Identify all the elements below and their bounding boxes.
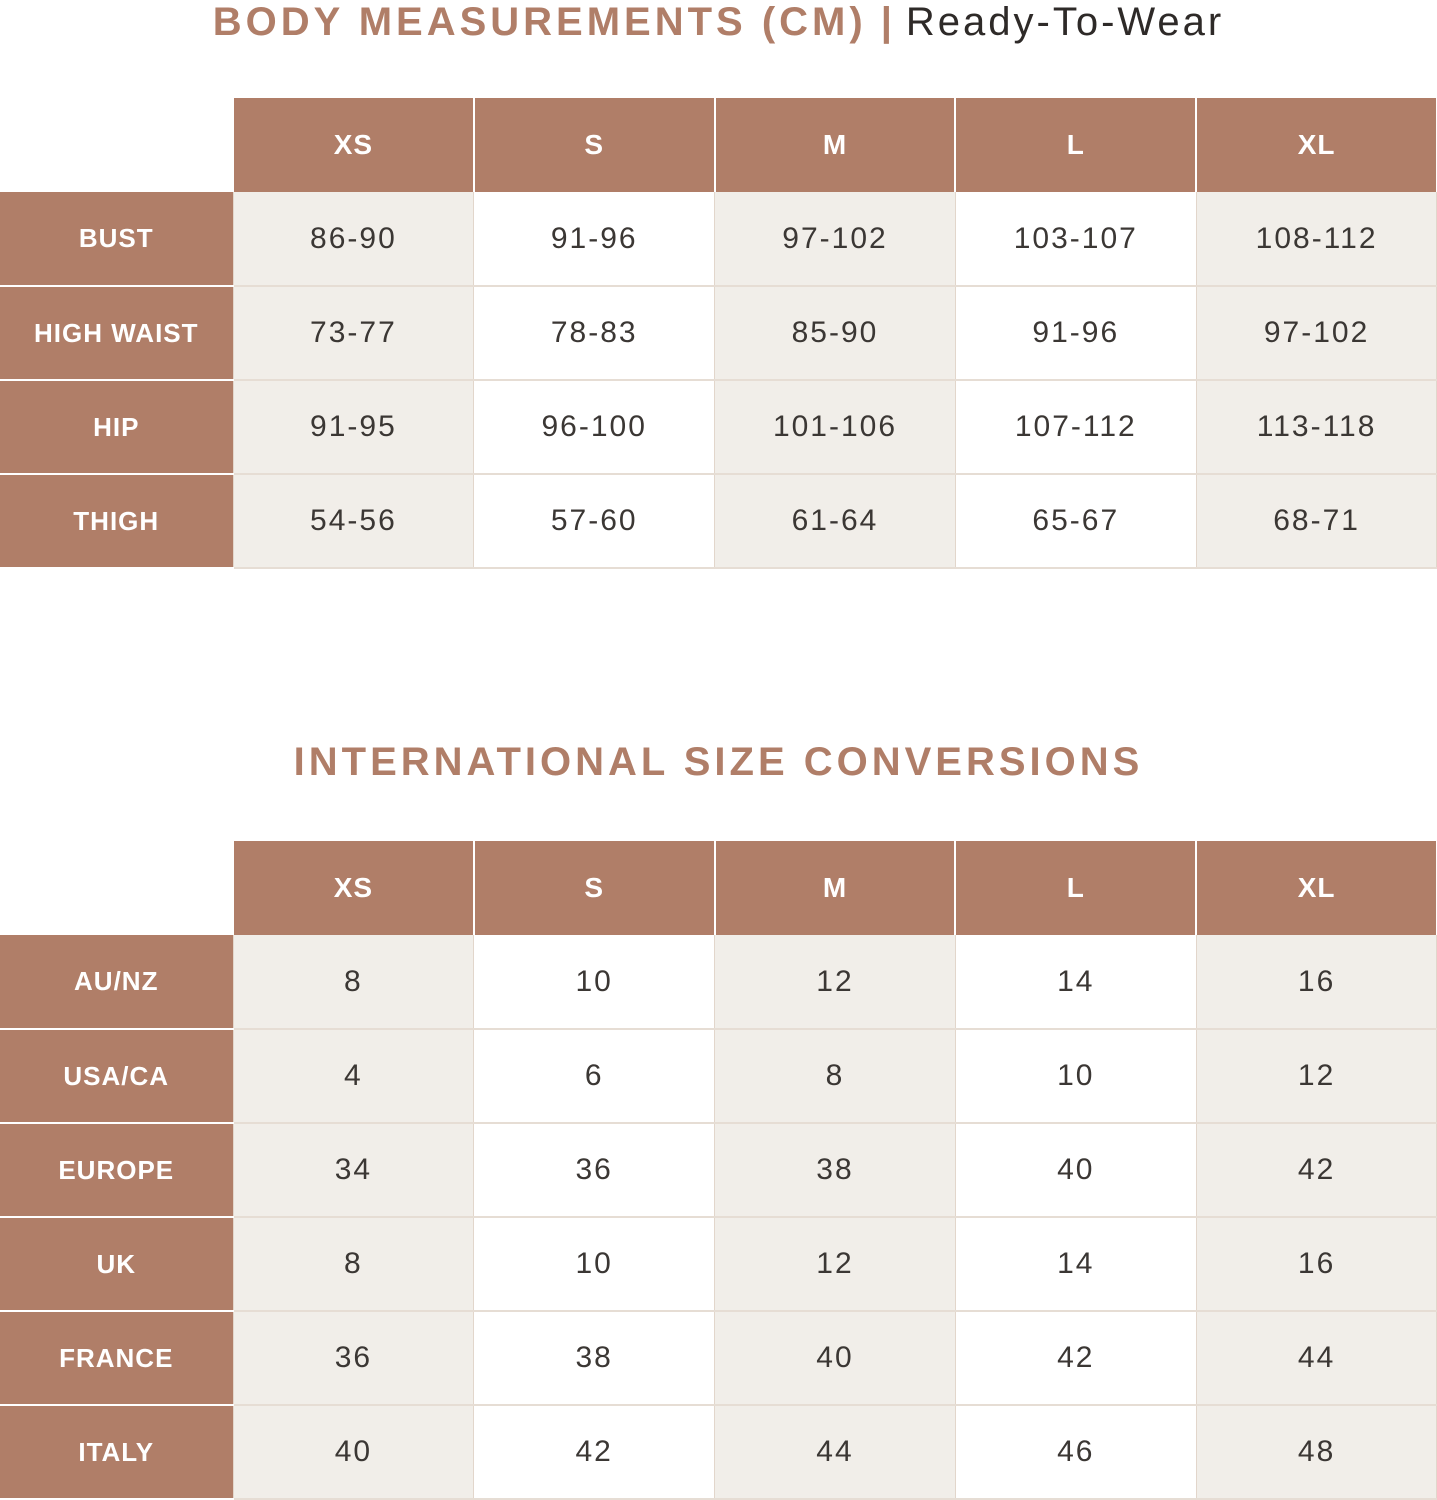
table-cell: 113-118 — [1196, 380, 1437, 474]
table-cell: 42 — [474, 1405, 715, 1499]
table-cell: 8 — [233, 1217, 474, 1311]
table-cell: 14 — [955, 935, 1196, 1029]
table-row — [0, 286, 1437, 380]
table-cell: 85-90 — [715, 286, 956, 380]
table-cell: 103-107 — [955, 192, 1196, 286]
size-header: M — [715, 841, 956, 935]
table-header-row — [0, 841, 1437, 935]
table-cell: 8 — [233, 935, 474, 1029]
table-cell: 42 — [1196, 1123, 1437, 1217]
title-main: INTERNATIONAL SIZE CONVERSIONS — [293, 740, 1144, 784]
table-row — [0, 935, 1437, 1029]
table-cell: 10 — [955, 1029, 1196, 1123]
table-cell: 48 — [1196, 1405, 1437, 1499]
table-cell: 57-60 — [474, 474, 715, 568]
table-cell: 36 — [233, 1311, 474, 1405]
table-cell: 91-96 — [955, 286, 1196, 380]
table-cell: 10 — [474, 1217, 715, 1311]
size-conversion-table — [0, 841, 1437, 1500]
body-measurements-table — [0, 98, 1437, 569]
table-cell: 8 — [715, 1029, 956, 1123]
table-row — [0, 1123, 1437, 1217]
table-cell: 86-90 — [233, 192, 474, 286]
table-cell: 101-106 — [715, 380, 956, 474]
table-cell: 40 — [233, 1405, 474, 1499]
table-cell: 4 — [233, 1029, 474, 1123]
size-header: XS — [233, 841, 474, 935]
table-cell: 34 — [233, 1123, 474, 1217]
table-cell: 36 — [474, 1123, 715, 1217]
row-label: FRANCE — [0, 1311, 233, 1405]
international-conversions-title — [0, 742, 1437, 782]
table-row — [0, 1029, 1437, 1123]
row-label: UK — [0, 1217, 233, 1311]
table-header-row — [0, 98, 1437, 192]
row-label: USA/CA — [0, 1029, 233, 1123]
body-measurements-title — [0, 2, 1437, 42]
table-cell: 12 — [1196, 1029, 1437, 1123]
table-corner — [0, 98, 233, 192]
table-cell: 44 — [715, 1405, 956, 1499]
table-cell: 38 — [474, 1311, 715, 1405]
table-row — [0, 1405, 1437, 1499]
table-cell: 44 — [1196, 1311, 1437, 1405]
size-header: XS — [233, 98, 474, 192]
table-row — [0, 192, 1437, 286]
table-cell: 107-112 — [955, 380, 1196, 474]
table-cell: 10 — [474, 935, 715, 1029]
row-label: AU/NZ — [0, 935, 233, 1029]
size-header: S — [474, 98, 715, 192]
table-cell: 40 — [955, 1123, 1196, 1217]
table-row — [0, 1311, 1437, 1405]
row-label: HIP — [0, 380, 233, 474]
row-label: BUST — [0, 192, 233, 286]
table-cell: 46 — [955, 1405, 1196, 1499]
table-cell: 14 — [955, 1217, 1196, 1311]
table-cell: 97-102 — [715, 192, 956, 286]
table-cell: 16 — [1196, 1217, 1437, 1311]
table-cell: 91-96 — [474, 192, 715, 286]
table-cell: 108-112 — [1196, 192, 1437, 286]
size-header: S — [474, 841, 715, 935]
table-cell: 16 — [1196, 935, 1437, 1029]
size-header: M — [715, 98, 956, 192]
row-label: EUROPE — [0, 1123, 233, 1217]
table-cell: 78-83 — [474, 286, 715, 380]
title-subtitle: Ready-To-Wear — [905, 0, 1225, 44]
table-cell: 73-77 — [233, 286, 474, 380]
table-cell: 61-64 — [715, 474, 956, 568]
table-cell: 12 — [715, 935, 956, 1029]
table-corner — [0, 841, 233, 935]
row-label: THIGH — [0, 474, 233, 568]
table-cell: 65-67 — [955, 474, 1196, 568]
table-cell: 96-100 — [474, 380, 715, 474]
table-cell: 40 — [715, 1311, 956, 1405]
title-main: BODY MEASUREMENTS (CM) — [212, 0, 867, 44]
row-label: ITALY — [0, 1405, 233, 1499]
table-cell: 42 — [955, 1311, 1196, 1405]
table-row — [0, 1217, 1437, 1311]
table-cell: 54-56 — [233, 474, 474, 568]
size-header: XL — [1196, 841, 1437, 935]
table-row — [0, 380, 1437, 474]
table-cell: 12 — [715, 1217, 956, 1311]
table-cell: 68-71 — [1196, 474, 1437, 568]
size-header: XL — [1196, 98, 1437, 192]
table-cell: 91-95 — [233, 380, 474, 474]
table-cell: 38 — [715, 1123, 956, 1217]
title-separator: | — [880, 0, 892, 44]
table-row — [0, 474, 1437, 568]
size-header: L — [955, 98, 1196, 192]
size-header: L — [955, 841, 1196, 935]
table-cell: 97-102 — [1196, 286, 1437, 380]
row-label: HIGH WAIST — [0, 286, 233, 380]
table-cell: 6 — [474, 1029, 715, 1123]
